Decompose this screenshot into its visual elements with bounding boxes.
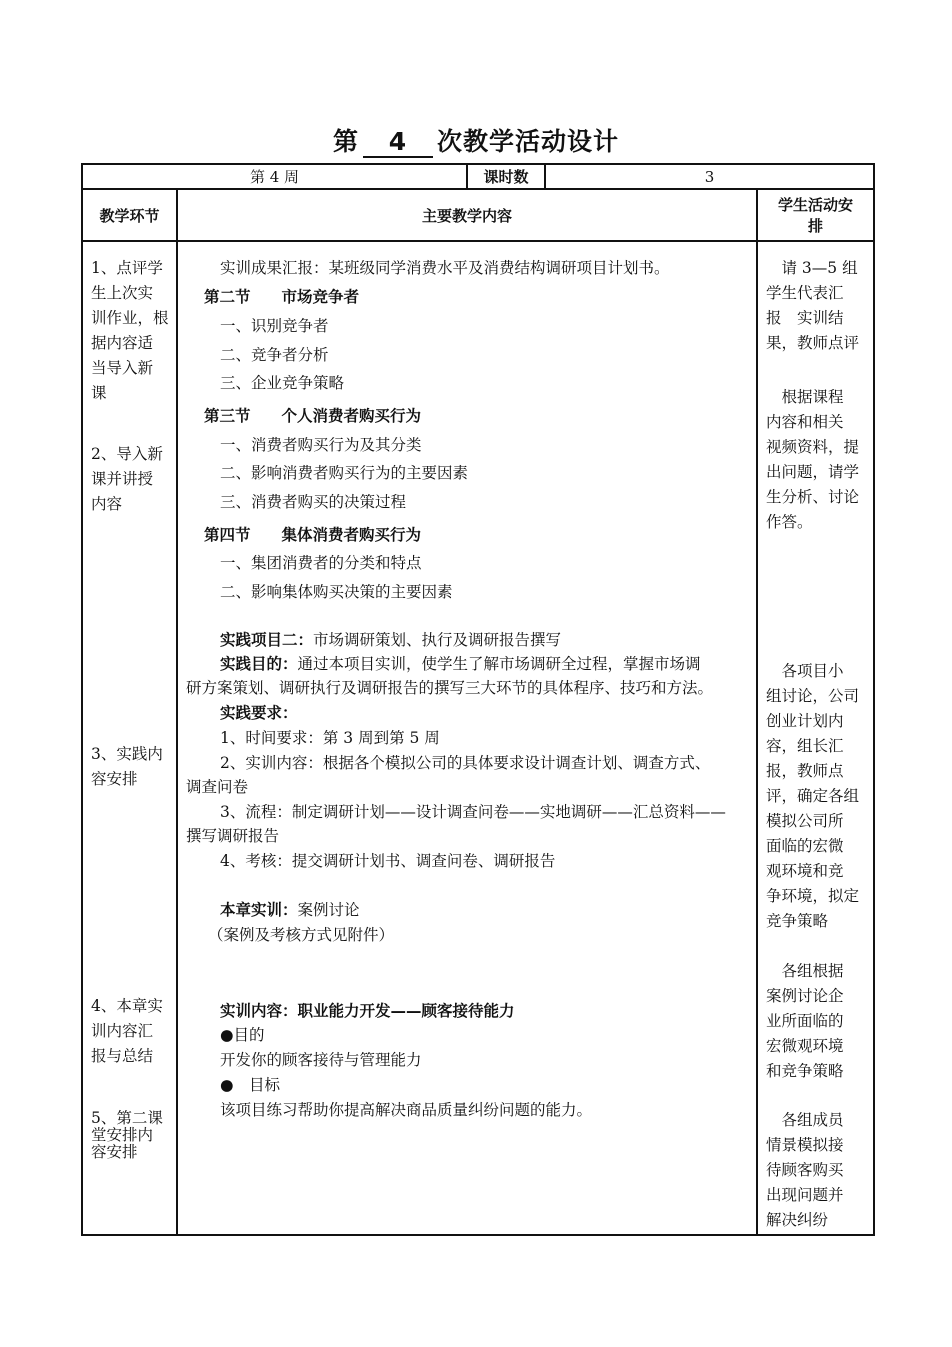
- purpose-bullet: ●目的: [220, 1026, 265, 1044]
- header-student-activity: [757, 189, 874, 241]
- header-main-content: 主要教学内容: [177, 189, 757, 241]
- page-title: [0, 122, 952, 158]
- requirement-3-cont: 撰写调研报告: [186, 827, 280, 845]
- header-student-activity-line1: 学生活动安: [778, 196, 854, 214]
- requirement-3: 3、流程：制定调研计划——设计调查问卷——实地调研——汇总资料——: [220, 803, 726, 821]
- goal-bullet: ● 目标: [220, 1076, 281, 1094]
- section-3-item-2: 二、影响消费者购买行为的主要因素: [220, 464, 469, 482]
- title-prefix: 第: [332, 127, 359, 156]
- title-suffix: 次教学活动设计: [437, 127, 620, 156]
- header-teaching-stage: 教学环节: [82, 189, 177, 241]
- practice-requirements-heading: 实践要求：: [220, 704, 298, 722]
- report-line: 实训成果汇报：某班级同学消费水平及消费结构调研项目计划书。: [220, 259, 670, 277]
- requirement-4: 4、考核：提交调研计划书、调查问卷、调研报告: [220, 852, 556, 870]
- requirement-2-cont: 调查问卷: [186, 778, 249, 796]
- section-3-item-3: 三、消费者购买的决策过程: [220, 493, 407, 511]
- activity-item-3: 各项目小 组讨论，公司 创业计划内 容，组长汇 报，教师点 评，确定各组 模拟公司所 面临的宏微 观环境和竞 争环境，拟定 竞争策略: [766, 662, 860, 930]
- section-4-heading: 第四节 集体消费者购买行为: [204, 526, 422, 544]
- practice-purpose-line: 实践目的：通过本项目实训，使学生了解市场调研全过程，掌握市场调: [220, 655, 701, 673]
- section-4-item-2: 二、影响集体购买决策的主要因素: [220, 583, 453, 601]
- activity-item-5: 各组成员 情景模拟接 待顾客购买 出现问题并 解决纠纷: [766, 1111, 844, 1229]
- stage-item-5: 5、第二课 堂安排内 容安排: [91, 1109, 163, 1161]
- section-2-item-2: 二、竞争者分析: [220, 346, 329, 364]
- practice-project-line: 实践项目二：市场调研策划、执行及调研报告撰写: [220, 631, 562, 649]
- activity-item-2: 根据课程 内容和相关 视频资料，提 出问题，请学 生分析、讨论 作答。: [766, 388, 860, 531]
- section-2-item-1: 一、识别竞争者: [220, 317, 329, 335]
- info-row: [82, 164, 874, 189]
- hours-value: 3: [545, 164, 874, 189]
- section-4-item-1: 一、集团消费者的分类和特点: [220, 554, 422, 572]
- requirement-2: 2、实训内容：根据各个模拟公司的具体要求设计调查计划、调查方式、: [220, 754, 711, 772]
- section-2-heading: 第二节 市场竞争者: [204, 288, 360, 306]
- week-cell: 第 4 周: [82, 164, 467, 189]
- content-row: [82, 241, 874, 1235]
- teaching-stage-cell: [82, 241, 177, 1235]
- stage-item-2: 2、导入新 课并讲授 内容: [91, 445, 163, 513]
- section-2-item-3: 三、企业竞争策略: [220, 374, 345, 392]
- main-content-cell: [177, 241, 757, 1235]
- header-student-activity-line2: 排: [808, 217, 824, 235]
- stage-item-3: 3、实践内 容安排: [91, 745, 163, 788]
- training-content-heading: 实训内容：职业能力开发——顾客接待能力: [220, 1002, 515, 1020]
- student-activity-cell: [757, 241, 874, 1235]
- title-number: 4: [363, 127, 433, 158]
- requirement-1: 1、时间要求：第 3 周到第 5 周: [220, 729, 440, 747]
- goal-text: 该项目练习帮助你提高解决商品质量纠纷问题的能力。: [220, 1101, 593, 1119]
- section-3-item-1: 一、消费者购买行为及其分类: [220, 436, 422, 454]
- header-row: [82, 189, 874, 241]
- lesson-plan-table: [81, 163, 875, 1236]
- activity-item-1: 请 3—5 组 学生代表汇 报 实训结 果，教师点评: [766, 259, 860, 352]
- chapter-training-line: 本章实训：案例讨论: [220, 901, 360, 919]
- practice-purpose-line-2: 研方案策划、调研执行及调研报告的撰写三大环节的具体程序、技巧和方法。: [186, 679, 714, 697]
- chapter-training-note: （案例及考核方式见附件）: [208, 926, 395, 944]
- section-3-heading: 第三节 个人消费者购买行为: [204, 407, 422, 425]
- stage-item-1: 1、点评学 生上次实 训作业，根 据内容适 当导入新 课: [91, 259, 169, 402]
- activity-item-4: 各组根据 案例讨论企 业所面临的 宏微观环境 和竞争策略: [766, 962, 844, 1080]
- hours-label: 课时数: [467, 164, 545, 189]
- purpose-text: 开发你的顾客接待与管理能力: [220, 1051, 422, 1069]
- stage-item-4: 4、本章实 训内容汇 报与总结: [91, 997, 163, 1065]
